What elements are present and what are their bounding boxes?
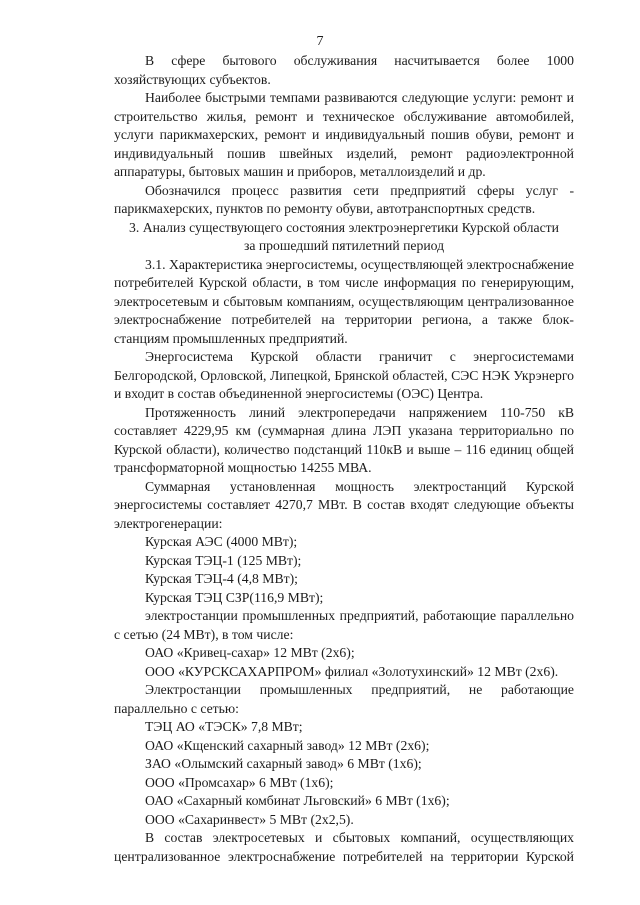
list-item: ОАО «Кривец-сахар» 12 МВт (2х6); bbox=[145, 645, 355, 660]
paragraph-parallel-plants: электростанции промышленных предприятий, работающие параллельно с сетью (24 МВт), в том числе: bbox=[114, 608, 574, 642]
paragraph-energy-system-characteristics: 3.1. Характеристика энергосистемы, осуществляющей электроснабжение потребителей Курской области, в том числе информация по генерирующим, электросетевым и сбытовым компаниям, осуществляющим централизованное электроснабжение потребителей на территории региона, а также блок-станциям промышленных предприятий. bbox=[114, 256, 574, 346]
page-content bbox=[114, 52, 574, 866]
paragraph-fastest-growing-services: Наиболее быстрыми темпами развиваются следующие услуги: ремонт и строительство жилья, ремонт и техническое обслуживание автомобилей, услуги парикмахерских, ремонт и индивидуальный пошив обуви, ремонт и индивидуальный пошив швейных изделий, ремонт радиоэлектронной аппаратуры, бытовых машин и приборов, металлоизделий и др. bbox=[114, 90, 574, 179]
paragraph-non-parallel-plants: Электростанции промышленных предприятий, не работающие параллельно с сетью: bbox=[114, 682, 574, 716]
paragraph-grid-companies: В состав электросетевых и сбытовых компаний, осуществляющих централизованное электроснабжение потребителей на территории Курской bbox=[114, 830, 574, 864]
paragraph-energy-system-borders: Энергосистема Курской области граничит с энергосистемами Белгородской, Орловской, Липецкой, Брянской областей, СЭС НЭК Укрэнерго и входит в состав объединенной энергосистемы (ОЭС) Центра. bbox=[114, 349, 574, 401]
list-item: ОАО «Кщенский сахарный завод» 12 МВт (2х6); bbox=[145, 737, 430, 753]
list-item: ООО «Сахаринвест» 5 МВт (2х2,5). bbox=[145, 811, 354, 827]
paragraph-consumer-services-count: В сфере бытового обслуживания насчитывается более 1000 хозяйствующих субъектов. bbox=[114, 53, 574, 87]
section-heading: 3. Анализ существующего состояния электроэнергетики Курской области за прошедший пятилетний период bbox=[129, 219, 559, 253]
list-item: ООО «Промсахар» 6 МВт (1х6); bbox=[145, 774, 334, 790]
list-item: Курская ТЭЦ-4 (4,8 МВт); bbox=[145, 571, 298, 586]
list-item: Курская ТЭЦ СЗР(116,9 МВт); bbox=[145, 589, 324, 605]
list-item: Курская АЭС (4000 МВт); bbox=[145, 534, 298, 549]
list-item: ООО «КУРСКСАХАРПРОМ» филиал «Золотухинский» 12 МВт (2х6). bbox=[145, 663, 559, 679]
list-item: Курская ТЭЦ-1 (125 МВт); bbox=[145, 552, 302, 568]
paragraph-transmission-lines: Протяженность линий электропередачи напряжением 110-750 кВ составляет 4229,95 км (суммарная длина ЛЭП указана территориально по Курской области), количество подстанций 110кВ и выше – 116 единиц общей трансформаторной мощностью 14255 МВА. bbox=[114, 404, 574, 475]
list-item: ТЭЦ АО «ТЭСК» 7,8 МВт; bbox=[145, 719, 303, 734]
paragraph-installed-capacity: Суммарная установленная мощность электростанций Курской энергосистемы составляет 4270,7 МВт. В состав входят следующие объекты электрогенерации: bbox=[114, 478, 574, 531]
paragraph-services-network: Обозначился процесс развития сети предприятий сферы услуг - парикмахерских, пунктов по ремонту обуви, автотранспортных средств. bbox=[114, 182, 574, 216]
list-item: ЗАО «Олымский сахарный завод» 6 МВт (1х6); bbox=[145, 756, 422, 771]
list-item: ОАО «Сахарный комбинат Льговский» 6 МВт (1х6); bbox=[145, 793, 450, 808]
page-number: 7 bbox=[316, 34, 324, 49]
